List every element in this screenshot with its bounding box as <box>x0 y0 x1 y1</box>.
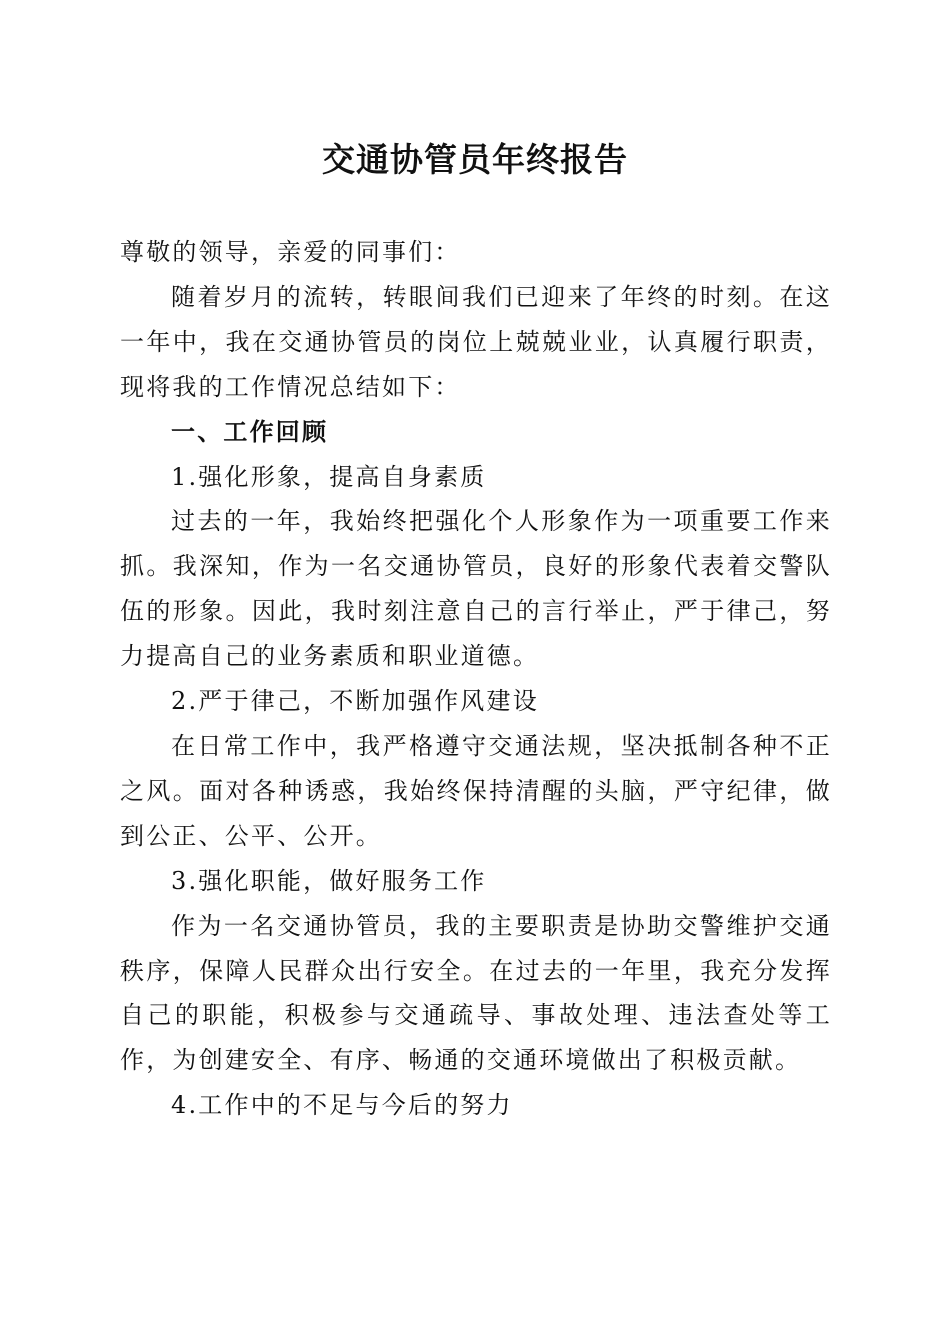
item-1-paragraph: 过去的一年，我始终把强化个人形象作为一项重要工作来抓。我深知，作为一名交通协管员，良好的形象代表着交警队伍的形象。因此，我时刻注意自己的言行举止，严于律己，努力提高自己的业务素质和职业道德。 <box>120 507 832 671</box>
document-title: 交通协管员年终报告 <box>322 140 628 179</box>
item-3-title: 3.强化职能，做好服务工作 <box>171 866 487 895</box>
item-2-paragraph: 在日常工作中，我严格遵守交通法规，坚决抵制各种不正之风。面对各种诱惑，我始终保持清醒的头脑，严守纪律，做到公正、公平、公开。 <box>120 731 832 850</box>
item-4-title: 4.工作中的不足与今后的努力 <box>171 1091 513 1120</box>
item-2-title: 2.严于律己，不断加强作风建设 <box>171 687 539 716</box>
item-3-paragraph: 作为一名交通协管员，我的主要职责是协助交警维护交通秩序，保障人民群众出行安全。在过去的一年里，我充分发挥自己的职能，积极参与交通疏导、事故处理、违法查处等工作，为创建安全、有序、畅通的交通环境做出了积极贡献。 <box>120 911 832 1075</box>
item-1-title: 1.强化形象，提高自身素质 <box>171 462 487 491</box>
salutation: 尊敬的领导，亲爱的同事们： <box>120 238 461 266</box>
intro-paragraph: 随着岁月的流转，转眼间我们已迎来了年终的时刻。在这一年中，我在交通协管员的岗位上兢兢业业，认真履行职责，现将我的工作情况总结如下： <box>120 282 832 401</box>
section-heading-work-review: 一、工作回顾 <box>171 417 329 446</box>
document-body <box>120 230 832 1128</box>
